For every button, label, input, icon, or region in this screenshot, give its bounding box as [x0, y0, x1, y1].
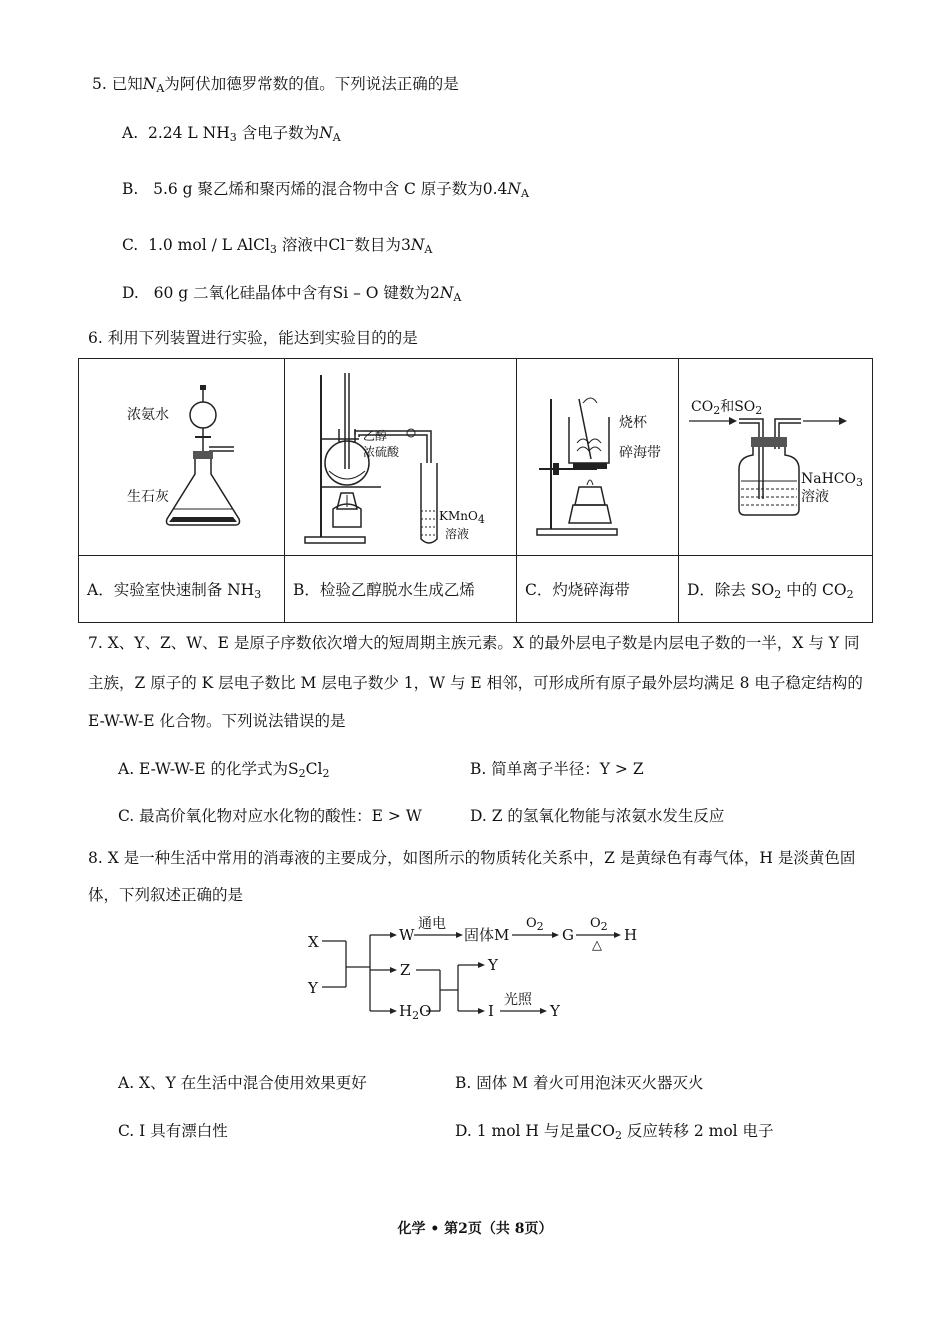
caption-c: C．灼烧碎海带	[517, 556, 679, 623]
node-x: X	[308, 933, 319, 951]
label-ethanol: 乙醇	[363, 429, 388, 443]
apparatus-a-cell	[79, 359, 285, 556]
node-y-second: Y	[488, 956, 498, 974]
node-z: Z	[400, 961, 411, 979]
caption-b: B．检验乙醇脱水生成乙烯	[285, 556, 517, 623]
label-electrolysis: 通电	[418, 916, 446, 932]
q7-option-a: A. E-W-W-E 的化学式为$S_2Cl_2$	[118, 760, 330, 780]
label-kelp: 碎海带	[619, 445, 661, 461]
q7-line3: E-W-W-E 化合物。下列说法错误的是	[88, 712, 346, 730]
node-solid-m: 固体M	[464, 926, 510, 944]
q8-option-a: A. X、Y 在生活中混合使用效果更好	[118, 1074, 367, 1092]
page-footer: 化学 • 第2页（共 8页）	[397, 1221, 553, 1237]
q5-stem: 5. 已知$N_A$为阿伏加德罗常数的值。下列说法正确的是	[92, 75, 459, 95]
q8-option-b: B. 固体 M 着火可用泡沫灭火器灭火	[455, 1074, 704, 1092]
apparatus-b-cell	[285, 359, 517, 556]
label-nahco3: NaHCO$_3$	[801, 471, 863, 489]
label-heat: △	[592, 938, 602, 953]
node-y: Y	[308, 979, 318, 997]
label-conc-sulfuric-acid: 浓硫酸	[363, 445, 400, 459]
q6-stem: 6. 利用下列装置进行实验，能达到实验目的的是	[88, 329, 418, 347]
caption-d: D．除去 $SO_2$ 中的 $CO_2$	[679, 556, 873, 623]
label-o2-first: $O_2$	[526, 916, 544, 933]
caption-a: A．实验室快速制备 $NH_3$	[79, 556, 285, 623]
node-y-third: Y	[550, 1002, 560, 1020]
q8-option-c: C. I 具有漂白性	[118, 1122, 228, 1140]
label-solution-b: 溶液	[445, 527, 470, 541]
apparatus-table	[78, 358, 873, 623]
q8-line2: 体，下列叙述正确的是	[88, 886, 244, 904]
node-i: I	[488, 1002, 494, 1020]
apparatus-d-cell	[679, 359, 873, 556]
apparatus-a-drawing	[79, 359, 285, 555]
apparatus-d-drawing	[679, 359, 873, 555]
node-h: H	[624, 926, 638, 944]
label-co2-so2: $CO_2$和$SO_2$	[691, 399, 763, 417]
q5-option-b: B. 5.6 g 聚乙烯和聚丙烯的混合物中含 C 原子数为$0.4N_A$	[122, 180, 529, 200]
node-h2o: $H_2O$	[399, 1002, 432, 1022]
q7-option-c: C. 最高价氧化物对应水化物的酸性：E > W	[118, 807, 422, 825]
label-beaker: 烧杯	[619, 415, 647, 431]
apparatus-c-cell	[517, 359, 679, 556]
q7-line2: 主族，Z 原子的 K 层电子数比 M 层电子数少 1，W 与 E 相邻，可形成所有原子最外层均满足 8 电子稳定结构的	[88, 674, 863, 692]
label-o2-second: $O_2$	[590, 916, 608, 933]
label-quicklime: 生石灰	[127, 489, 169, 505]
label-light: 光照	[504, 992, 532, 1008]
q5-option-c: C. 1.0 mol / L AlCl$_3$ 溶液中Cl−数目为$3N_A$	[122, 234, 433, 256]
label-kmno4: KMnO4	[439, 509, 485, 526]
node-g: G	[562, 926, 574, 944]
q7-line1: 7. X、Y、Z、W、E 是原子序数依次增大的短周期主族元素。X 的最外层电子数是内层电子数的一半，X 与 Y 同	[88, 634, 860, 652]
conversion-diagram	[300, 915, 660, 1030]
q5-option-a: A. 2.24 L $NH_3$ 含电子数为$N_A$	[122, 124, 341, 144]
label-solution-d: 溶液	[801, 489, 829, 505]
q8-line1: 8. X 是一种生活中常用的消毒液的主要成分，如图所示的物质转化关系中，Z 是黄绿色有毒气体，H 是淡黄色固	[88, 849, 856, 867]
q7-option-b: B. 简单离子半径：Y > Z	[470, 760, 644, 778]
q5-option-d: D. 60 g 二氧化硅晶体中含有Si – O 键数为$2N_A$	[122, 284, 462, 304]
q7-option-d: D. Z 的氢氧化物能与浓氨水发生反应	[470, 807, 725, 825]
node-w: W	[399, 926, 415, 944]
label-conc-ammonia: 浓氨水	[127, 407, 169, 423]
q8-option-d: D. 1 mol H 与足量$CO_2$ 反应转移 2 mol 电子	[455, 1122, 774, 1142]
